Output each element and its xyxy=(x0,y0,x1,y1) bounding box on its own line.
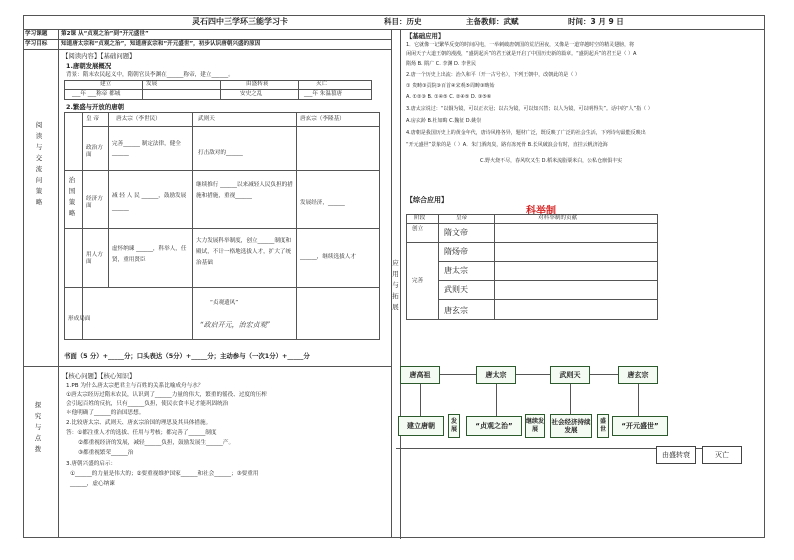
col-fall: 灭亡 xyxy=(316,81,328,87)
politics-taizong: 完善______ 制定法律，健全______ xyxy=(112,141,181,156)
basic-item-5: ① 贵畴③贡院③百首④宋观⑤周畴③畴始 xyxy=(406,83,495,89)
reading-heading: 【阅读内容】【基础问题】 xyxy=(62,52,136,60)
q1-heading: 1.唐朝发展概况 xyxy=(66,62,112,70)
talent-taizong: 虚怀纳谏 ______，科举人，任贤，重用贤臣 xyxy=(112,246,187,263)
row-politics-label: 政治方面 xyxy=(86,145,103,158)
basic-item-2: 闲闲天子大道王朝的漫漫，“盛阴起兵”的君王就是开启了中国历史新的篇章。“盛阴起兵”的君王是（ ）A xyxy=(406,51,637,57)
keju-row-line xyxy=(406,242,658,243)
core-heading: 【核心问题】【核心知识】 xyxy=(62,372,136,380)
keju-title: 科举制 xyxy=(526,206,556,217)
basic-item-4: 2.唐一个历史上出流：治久和平（开一古号名），下列王朝中，改朝此的是（ ） xyxy=(406,72,580,78)
q2-heading: 2.繁盛与开放的唐朝 xyxy=(66,103,124,111)
subject-label: 科目：历史 xyxy=(384,17,422,26)
sheet-title: 灵石四中三学环三能学习卡 xyxy=(192,17,288,26)
core-line-11: ______，虚心纳谏 xyxy=(70,481,115,487)
flow-top-xuanzong: 唐玄宗 xyxy=(618,366,658,384)
core-line-6: 答：①都注重人才的选拔、任用与考核；都完善了______制度 xyxy=(66,430,217,436)
result-label: 形成局面 xyxy=(68,316,91,322)
flow-top-line xyxy=(420,374,630,375)
core-line-7: ②都重视经济的发展，减轻______负担，鼓励发展生______产。 xyxy=(78,440,235,446)
stage-create: 创立 xyxy=(412,226,424,232)
goal-divider xyxy=(23,49,391,50)
emperor-suiwendi: 隋文帝 xyxy=(444,228,468,237)
flow-end-box: 灭亡 xyxy=(702,446,742,464)
col-develop: 发展 xyxy=(146,81,158,87)
basic-item-6: A. ①②③ B. ①④⑤ C. ②④⑤ D. ③⑤⑥ xyxy=(406,94,492,100)
topic-value: 第2课 从“贞观之治”到“开元盛世” xyxy=(61,31,149,37)
strategy-vertical-label: 治国策略 xyxy=(68,176,76,217)
comp-app-heading: 【综合应用】 xyxy=(406,196,448,204)
right-inner-line xyxy=(400,29,401,539)
flow-between-develop: 发展 xyxy=(448,414,460,438)
core-line-1: 1.PB 为什么唐太宗把君主与百姓的关系比喻成舟与水？ xyxy=(66,383,204,389)
core-line-10: ①______的力量是伟大的；②要重视维护国家______和社会______；③要重用 xyxy=(70,471,259,477)
prosperity-row-1 xyxy=(64,170,380,171)
basic-item-10: “开元盛世”景象的是（ ）A．朱门酒肉臭，路有冻死骨 B.长风破浪会有时，直挂云帆济沧海 xyxy=(406,142,608,148)
left-margin-line xyxy=(58,49,59,538)
flow-connector xyxy=(420,384,421,416)
economy-wuzetian: 继续推行 ______以来减轻人民负担的措施和措施，重视______ xyxy=(196,182,293,199)
emperor-wuzetian: 武则天 xyxy=(198,116,215,122)
emperor-xuanzong: 唐玄宗（李隆基） xyxy=(300,116,345,122)
flow-between-continue: 继续发展 xyxy=(525,414,545,438)
development-col-line xyxy=(220,80,221,100)
economy-taizong: 减 轻 人 民 ______，鼓励发展______ xyxy=(112,193,187,211)
basic-item-3: 隋炀 B. 隋广 C. 李渊 D. 李世民 xyxy=(406,61,477,67)
keju-col-stage: 阶段 xyxy=(414,215,426,221)
basic-item-11: C.野火烧不尽，春风吹又生 D.稻米流脂粟米白，公私仓廪俱丰实 xyxy=(480,158,623,164)
row-economy-label: 经济方面 xyxy=(86,196,103,209)
economy-xuanzong: 发展经济，______ xyxy=(300,200,345,206)
flow-top-wuzetian: 武则天 xyxy=(550,366,590,384)
flow-connector xyxy=(570,384,571,416)
topic-divider xyxy=(23,39,391,40)
prosperity-col-3 xyxy=(192,112,193,340)
emperor-tangtaizong: 唐太宗 xyxy=(444,266,468,275)
talent-xuanzong: ______，继续选拔人才 xyxy=(300,254,356,260)
politics-wuzetian: 打击敌对的______ xyxy=(198,150,243,156)
explore-vertical-label: 探究与点拨 xyxy=(34,401,42,453)
cell-fall: ___年 朱温篡唐 xyxy=(304,91,343,97)
flow-top-taizong: 唐太宗 xyxy=(476,366,516,384)
cell-decline: 安史之乱 xyxy=(240,91,263,97)
prosperity-col-4 xyxy=(296,112,297,340)
flow-bottom-establish: 建立唐朝 xyxy=(398,416,444,436)
core-line-5: 2.比较唐太宗、武则天、唐玄宗治国的理思及其具体措施。 xyxy=(66,420,212,426)
keju-col-1 xyxy=(438,214,439,320)
keju-row-line xyxy=(438,299,658,300)
emperor-suiyangdi: 隋炀帝 xyxy=(444,247,468,256)
flow-connector xyxy=(638,384,639,416)
q1-background: 背景：隋末农民起义中，隋朝官员李渊在______称帝，建立______。 xyxy=(66,72,234,78)
result-note: “政启开元，治宏贞观” xyxy=(200,321,271,329)
basic-item-9: 4.唐朝是我国历史上的黄金年代，唐诗风格各异，题材广泛，既反映了广泛的社会生活，下列诗句最能反映出 xyxy=(406,130,646,136)
talent-wuzetian: 大力发展科举制度，创立______制度和殿试，不计一格地选拔人才，扩大了统治基础 xyxy=(196,238,292,266)
keju-col-contribution: 对科举制的贡献 xyxy=(538,215,578,221)
core-line-4: ＊他明确了______的治国思想。 xyxy=(66,410,145,416)
emperor-tangxuanzong: 唐玄宗 xyxy=(444,306,468,315)
goal-label: 学习目标 xyxy=(25,41,48,47)
emperor-col-label: 皇 帝 xyxy=(86,116,99,122)
flow-bottom-zhenguan: “贞观之治” xyxy=(466,416,522,436)
basic-item-8: A.房玄龄 B.杜如晦 C.魏征 D.姚崇 xyxy=(406,118,482,124)
prosperity-col-2 xyxy=(108,112,109,287)
development-col-line xyxy=(298,80,299,100)
label-column-line xyxy=(58,29,59,49)
flow-decline-box: 由盛转衰 xyxy=(656,446,696,464)
date-label: 时间：3 月 9 日 xyxy=(568,17,624,26)
development-col-line xyxy=(142,80,143,100)
flow-top-gaozu: 唐高祖 xyxy=(400,366,440,384)
core-line-9: 3.唐朝兴盛的启示： xyxy=(66,461,117,467)
score-line: 书面（5 分）+_____分；口头表达（5分）+_____分；主动参与（一次1分）+_____分 xyxy=(64,352,310,360)
keju-row-line xyxy=(438,280,658,281)
development-table-row-line xyxy=(64,89,372,90)
result-wuzetian: “贞观遗风” xyxy=(210,300,239,306)
keju-col-emperor: 皇帝 xyxy=(456,215,468,221)
prosperity-row-3 xyxy=(64,287,380,288)
apply-vertical-label: 应用与拓展 xyxy=(392,259,399,311)
keju-col-2 xyxy=(494,214,495,320)
prosperity-header-line xyxy=(82,126,380,127)
core-line-8: ③都重视繁荣______治 xyxy=(78,450,134,456)
basic-item-1: 1．它就像一记繁华反变的时间闪电，一举刺破唐朝国的荒茫困夜，又像是一道穿越时空的精灵翅膀，将 xyxy=(406,42,635,48)
core-line-3: 会引起百姓的反抗，只有______负担，使民衣食丰足才能巩固统治 xyxy=(66,401,229,407)
reading-strategy-label: 阅读与交流问策略 xyxy=(35,121,43,206)
keju-header-line xyxy=(406,223,658,224)
keju-row-line xyxy=(438,261,658,262)
prosperity-row-2 xyxy=(64,228,380,229)
emperor-taizong: 唐太宗（李世民） xyxy=(116,116,161,122)
row-talent-label: 用人方面 xyxy=(86,252,103,265)
flow-bottom-economy: 社会经济持续发展 xyxy=(550,414,592,438)
col-establish: 建立 xyxy=(100,81,112,87)
flow-between-prosper: 盛世 xyxy=(597,414,609,438)
emperor-wuzetian-keju: 武则天 xyxy=(444,285,468,294)
header-divider xyxy=(23,29,765,30)
col-decline: 由盛转衰 xyxy=(246,81,269,87)
basic-app-heading: 【基础应用】 xyxy=(406,32,445,40)
score-divider xyxy=(23,366,391,367)
prosperity-col-1 xyxy=(82,112,83,340)
flow-bottom-kaiyuan: “开元盛世” xyxy=(612,416,668,436)
stage-improve: 完善 xyxy=(412,278,424,284)
basic-item-7: 3.唐太宗说过：“以铜为镜，可以正衣冠；以古为镜，可以知兴替；以人为镜，可以明得失”。话中的“人”指（ ） xyxy=(406,106,653,112)
topic-label: 学习课题 xyxy=(25,31,48,37)
flow-connector xyxy=(496,384,497,416)
core-line-2: ①唐太宗经历过隋末农民，认识到了______力量的伟大，繁重的徭役、过度的压榨 xyxy=(66,392,267,398)
teacher-label: 主备教师：武赋 xyxy=(466,17,519,26)
cell-establish: ___年 ___称帝 都城 xyxy=(72,91,121,97)
goal-value: 知道唐太宗和“贞观之治”，知道唐玄宗和“开元盛世”，初步认识唐朝兴盛的原因 xyxy=(61,41,261,47)
